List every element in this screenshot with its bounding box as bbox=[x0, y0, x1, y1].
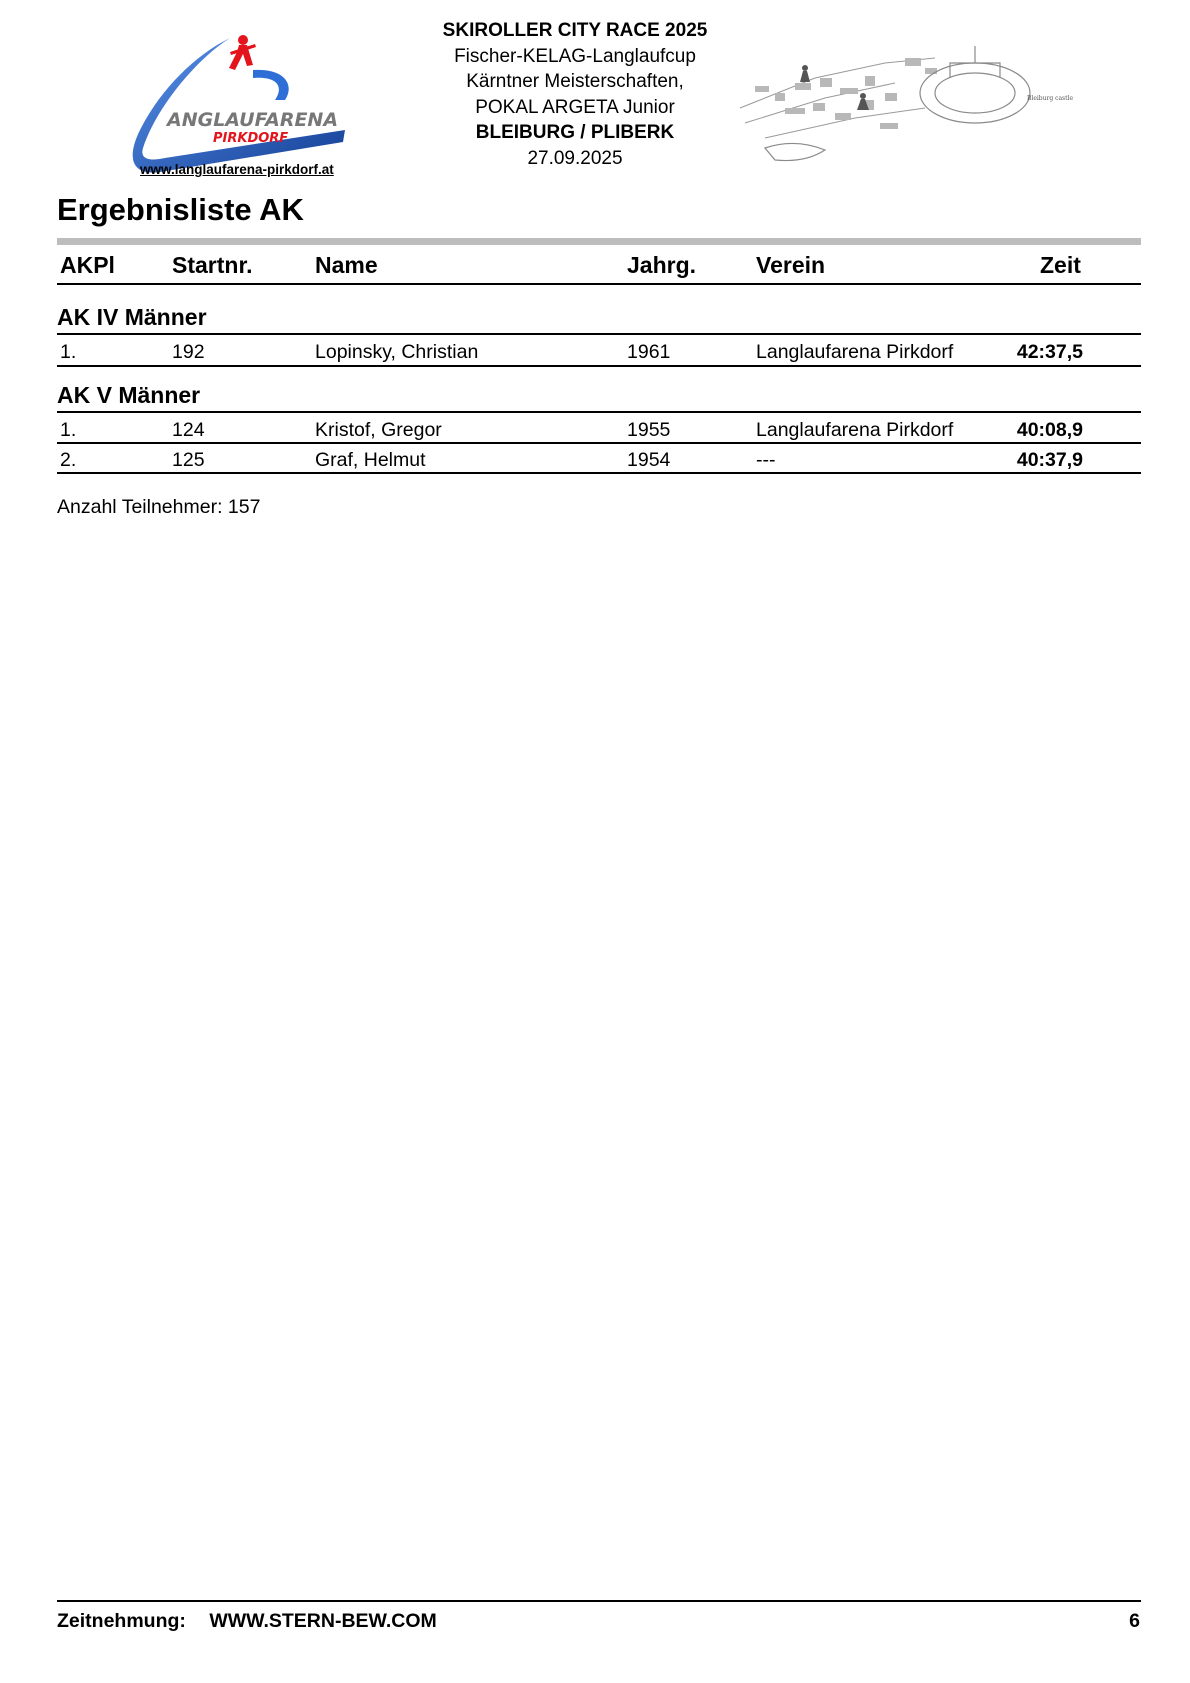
group-rule bbox=[57, 411, 1141, 413]
cell-year: 1955 bbox=[627, 419, 671, 441]
participant-count: Anzahl Teilnehmer: 157 bbox=[57, 496, 261, 518]
timing-site-link[interactable]: WWW.STERN-BEW.COM bbox=[209, 1610, 437, 1632]
logo-url[interactable]: www.langlaufarena-pirkdorf.at bbox=[140, 162, 334, 177]
timing-label: Zeitnehmung: bbox=[57, 1610, 186, 1632]
row-rule bbox=[57, 472, 1141, 474]
col-header-time: Zeit bbox=[1040, 252, 1081, 278]
cell-name: Kristof, Gregor bbox=[315, 419, 442, 441]
cell-time: 42:37,5 bbox=[1016, 341, 1083, 363]
header-rule bbox=[57, 283, 1141, 285]
event-trophy: POKAL ARGETA Junior bbox=[475, 96, 675, 118]
cell-bib: 124 bbox=[172, 419, 205, 441]
group-title: AK IV Männer bbox=[57, 304, 207, 330]
cell-club: Langlaufarena Pirkdorf bbox=[756, 419, 954, 441]
col-header-rank: AKPl bbox=[60, 252, 115, 278]
footer-rule bbox=[57, 1600, 1141, 1602]
cell-time: 40:37,9 bbox=[1016, 449, 1083, 471]
cell-year: 1954 bbox=[627, 449, 671, 471]
col-header-name: Name bbox=[315, 252, 378, 278]
cell-time: 40:08,9 bbox=[1016, 419, 1083, 441]
bleiburg-map-illustration bbox=[735, 38, 1074, 168]
col-header-year: Jahrg. bbox=[627, 252, 697, 278]
page-title: Ergebnisliste AK bbox=[57, 192, 304, 227]
svg-text:PIRKDORF: PIRKDORF bbox=[213, 131, 289, 146]
footer-timing bbox=[57, 1610, 437, 1633]
cell-bib: 192 bbox=[172, 341, 205, 363]
cell-rank: 1. bbox=[60, 419, 77, 441]
event-cup: Fischer-KELAG-Langlaufcup bbox=[454, 45, 696, 67]
cell-club: Langlaufarena Pirkdorf bbox=[756, 341, 954, 363]
event-date: 27.09.2025 bbox=[527, 147, 623, 169]
title-divider bbox=[57, 238, 1141, 245]
col-header-club: Verein bbox=[756, 252, 826, 278]
cell-rank: 1. bbox=[60, 341, 77, 363]
event-championship: Kärntner Meisterschaften, bbox=[466, 71, 684, 92]
cell-rank: 2. bbox=[60, 449, 77, 471]
event-header bbox=[390, 18, 760, 171]
group-rule bbox=[57, 333, 1141, 335]
col-header-bib: Startnr. bbox=[172, 252, 253, 278]
cell-bib: 125 bbox=[172, 449, 205, 471]
svg-text:ANGLAUFARENA: ANGLAUFARENA bbox=[167, 109, 339, 131]
page-number: 6 bbox=[1129, 1610, 1140, 1632]
group-title: AK V Männer bbox=[57, 382, 201, 408]
map-castle-label: Bleiburg castle bbox=[1027, 95, 1074, 102]
row-rule bbox=[57, 442, 1141, 444]
event-location: BLEIBURG / PLIBERK bbox=[475, 122, 675, 143]
cell-club: --- bbox=[756, 449, 776, 471]
cell-name: Lopinsky, Christian bbox=[315, 341, 479, 363]
event-title: SKIROLLER CITY RACE 2025 bbox=[442, 20, 708, 41]
cell-name: Graf, Helmut bbox=[315, 449, 426, 471]
cell-year: 1961 bbox=[627, 341, 671, 363]
row-rule bbox=[57, 365, 1141, 367]
langlaufarena-logo bbox=[135, 30, 375, 180]
